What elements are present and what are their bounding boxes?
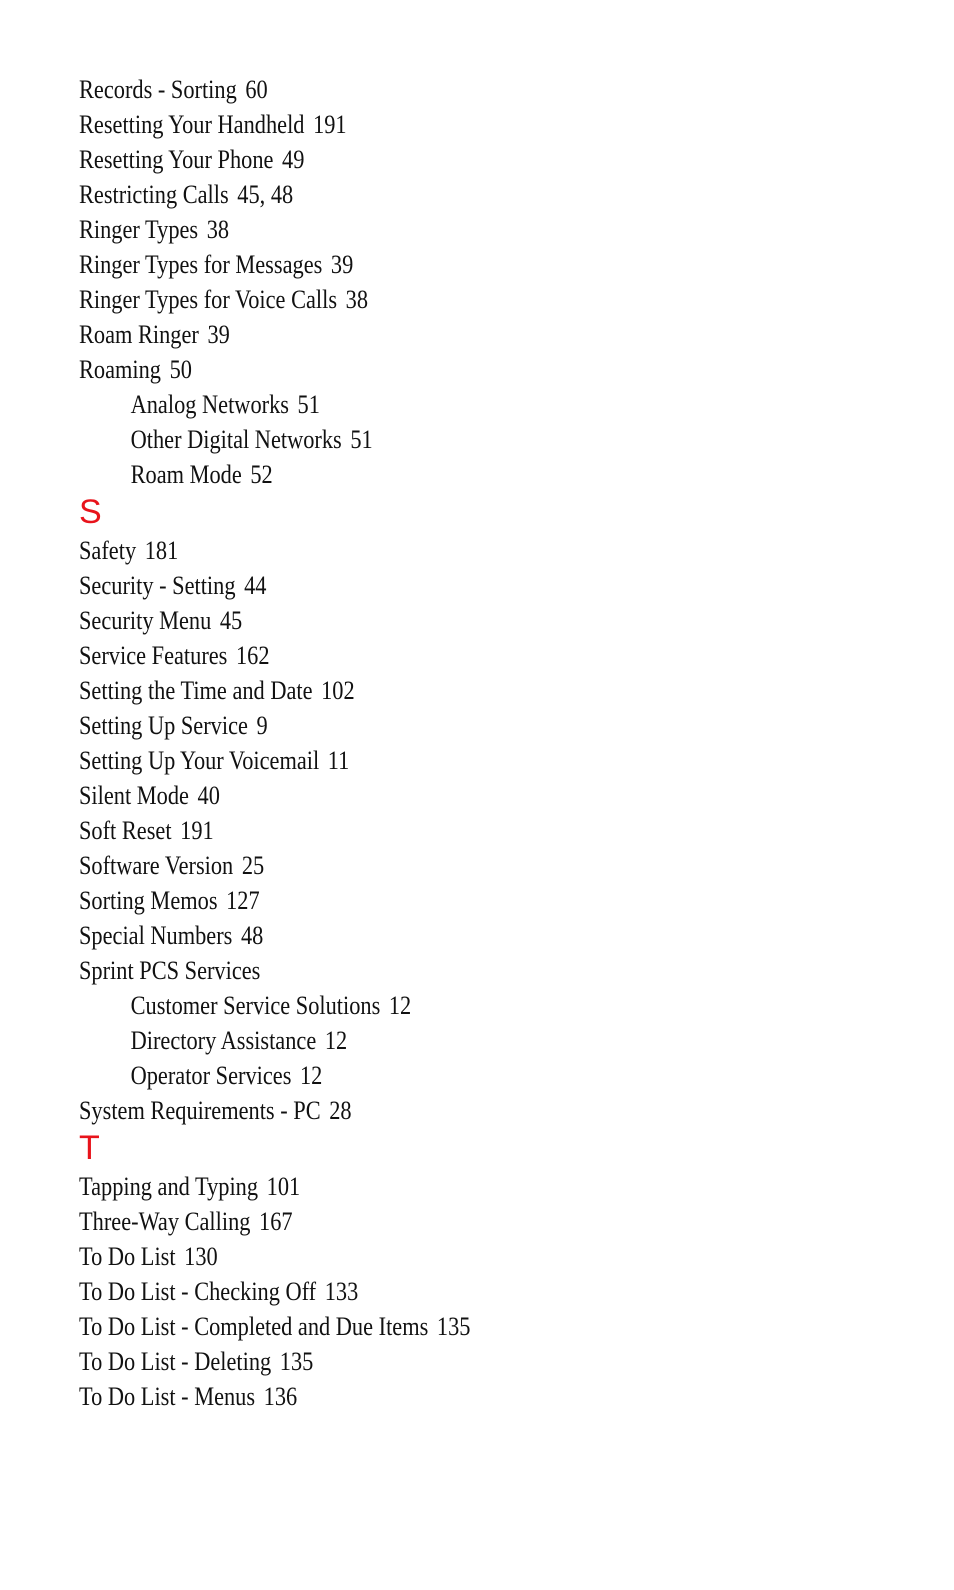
page-reference: 191	[180, 816, 214, 845]
index-term: To Do List - Deleting	[79, 1347, 272, 1376]
page-reference: 102	[321, 676, 355, 705]
page-reference: 130	[184, 1242, 218, 1271]
index-entry	[79, 918, 801, 953]
index-term: To Do List - Completed and Due Items	[79, 1312, 429, 1341]
index-term: Directory Assistance	[130, 1026, 317, 1055]
index-term: Setting the Time and Date	[79, 676, 313, 705]
page-reference: 48	[240, 921, 264, 950]
page-reference: 51	[350, 425, 373, 454]
index-term: Tapping and Typing	[79, 1172, 259, 1201]
index-term: Service Features	[79, 641, 228, 670]
index-entry	[79, 1344, 801, 1379]
index-entry	[79, 848, 801, 883]
page-reference: 40	[197, 781, 220, 810]
index-term: Other Digital Networks	[130, 425, 342, 454]
index-entry	[79, 673, 801, 708]
page-reference: 49	[282, 145, 305, 174]
page-reference: 44	[244, 571, 267, 600]
index-entry	[79, 708, 801, 743]
page-reference: 51	[297, 390, 320, 419]
index-term: Setting Up Your Voicemail	[79, 746, 320, 775]
index-entry	[79, 282, 801, 317]
index-entry	[79, 953, 801, 988]
index-entry	[79, 1379, 801, 1414]
index-term: Security - Setting	[79, 571, 236, 600]
page-reference: 45	[219, 606, 243, 635]
page-reference: 162	[235, 641, 270, 670]
index-entry	[79, 317, 801, 352]
index-term: Security Menu	[79, 606, 212, 635]
index-term: Sorting Memos	[79, 886, 218, 915]
page-reference: 45, 48	[237, 180, 294, 209]
index-term: Roam Mode	[130, 460, 242, 489]
index-subentry	[79, 1023, 801, 1058]
index-entry	[79, 778, 801, 813]
page-reference: 135	[436, 1312, 471, 1341]
index-term: Records - Sorting	[79, 75, 237, 104]
index-term: Roam Ringer	[79, 320, 199, 349]
index-term: System Requirements - PC	[79, 1096, 321, 1125]
index-entry	[79, 568, 801, 603]
index-entry	[79, 1093, 801, 1128]
page-reference: 39	[207, 320, 230, 349]
index-term: Silent Mode	[79, 781, 189, 810]
section-letter: S	[79, 493, 102, 531]
index-entry	[79, 72, 801, 107]
page-reference: 136	[263, 1382, 298, 1411]
page-reference: 38	[206, 215, 230, 244]
index-term: Software Version	[79, 851, 234, 880]
page-reference: 12	[388, 991, 412, 1020]
index-entry	[79, 743, 801, 778]
page-reference: 191	[313, 110, 347, 139]
index-term: Analog Networks	[130, 390, 289, 419]
page-reference: 135	[279, 1347, 314, 1376]
index-term: Ringer Types for Voice Calls	[79, 285, 338, 314]
index-term: Special Numbers	[79, 921, 233, 950]
index-entry	[79, 1239, 801, 1274]
section-letter: T	[79, 1129, 100, 1167]
page-reference: 25	[241, 851, 265, 880]
page-reference: 127	[226, 886, 260, 915]
page-reference: 12	[300, 1061, 323, 1090]
page-reference: 60	[245, 75, 268, 104]
index-entry	[79, 247, 801, 282]
index-term: Sprint PCS Services	[79, 956, 261, 985]
index-term: To Do List - Menus	[79, 1382, 256, 1411]
index-subentry	[79, 988, 801, 1023]
index-term: Customer Service Solutions	[130, 991, 381, 1020]
page-reference: 39	[330, 250, 354, 279]
index-term: Safety	[79, 536, 137, 565]
index-term: To Do List - Checking Off	[79, 1277, 317, 1306]
page-reference: 11	[327, 746, 350, 775]
page-reference: 28	[329, 1096, 352, 1125]
page-reference: 101	[266, 1172, 301, 1201]
index-term: Resetting Your Phone	[79, 145, 274, 174]
index-term: To Do List	[79, 1242, 176, 1271]
index-term: Ringer Types for Messages	[79, 250, 323, 279]
index-term: Ringer Types	[79, 215, 199, 244]
index-entry	[79, 352, 801, 387]
index-entry	[79, 142, 801, 177]
index-entry	[79, 533, 801, 568]
index-entry	[79, 1274, 801, 1309]
page-reference: 52	[250, 460, 273, 489]
index-entry	[79, 177, 801, 212]
page-reference: 133	[324, 1277, 359, 1306]
index-term: Roaming	[79, 355, 161, 384]
index-term: Setting Up Service	[79, 711, 248, 740]
page-reference: 12	[324, 1026, 348, 1055]
index-column	[79, 72, 919, 1414]
index-subentry	[79, 422, 801, 457]
index-subentry	[79, 387, 801, 422]
page-reference: 38	[345, 285, 369, 314]
index-entry	[79, 1309, 801, 1344]
page-reference: 50	[169, 355, 192, 384]
page-reference: 167	[259, 1207, 293, 1236]
index-entry	[79, 107, 801, 142]
page-reference: 9	[256, 711, 268, 740]
index-entry	[79, 212, 801, 247]
index-term: Restricting Calls	[79, 180, 229, 209]
index-subentry	[79, 1058, 801, 1093]
index-term: Soft Reset	[79, 816, 172, 845]
index-subentry	[79, 457, 801, 492]
index-entry	[79, 603, 801, 638]
index-term: Three-Way Calling	[79, 1207, 251, 1236]
index-entry	[79, 1204, 801, 1239]
index-entry	[79, 813, 801, 848]
index-entry	[79, 883, 801, 918]
page-reference: 181	[144, 536, 179, 565]
index-term: Operator Services	[130, 1061, 292, 1090]
index-entry	[79, 638, 801, 673]
index-term: Resetting Your Handheld	[79, 110, 305, 139]
index-entry	[79, 1169, 801, 1204]
